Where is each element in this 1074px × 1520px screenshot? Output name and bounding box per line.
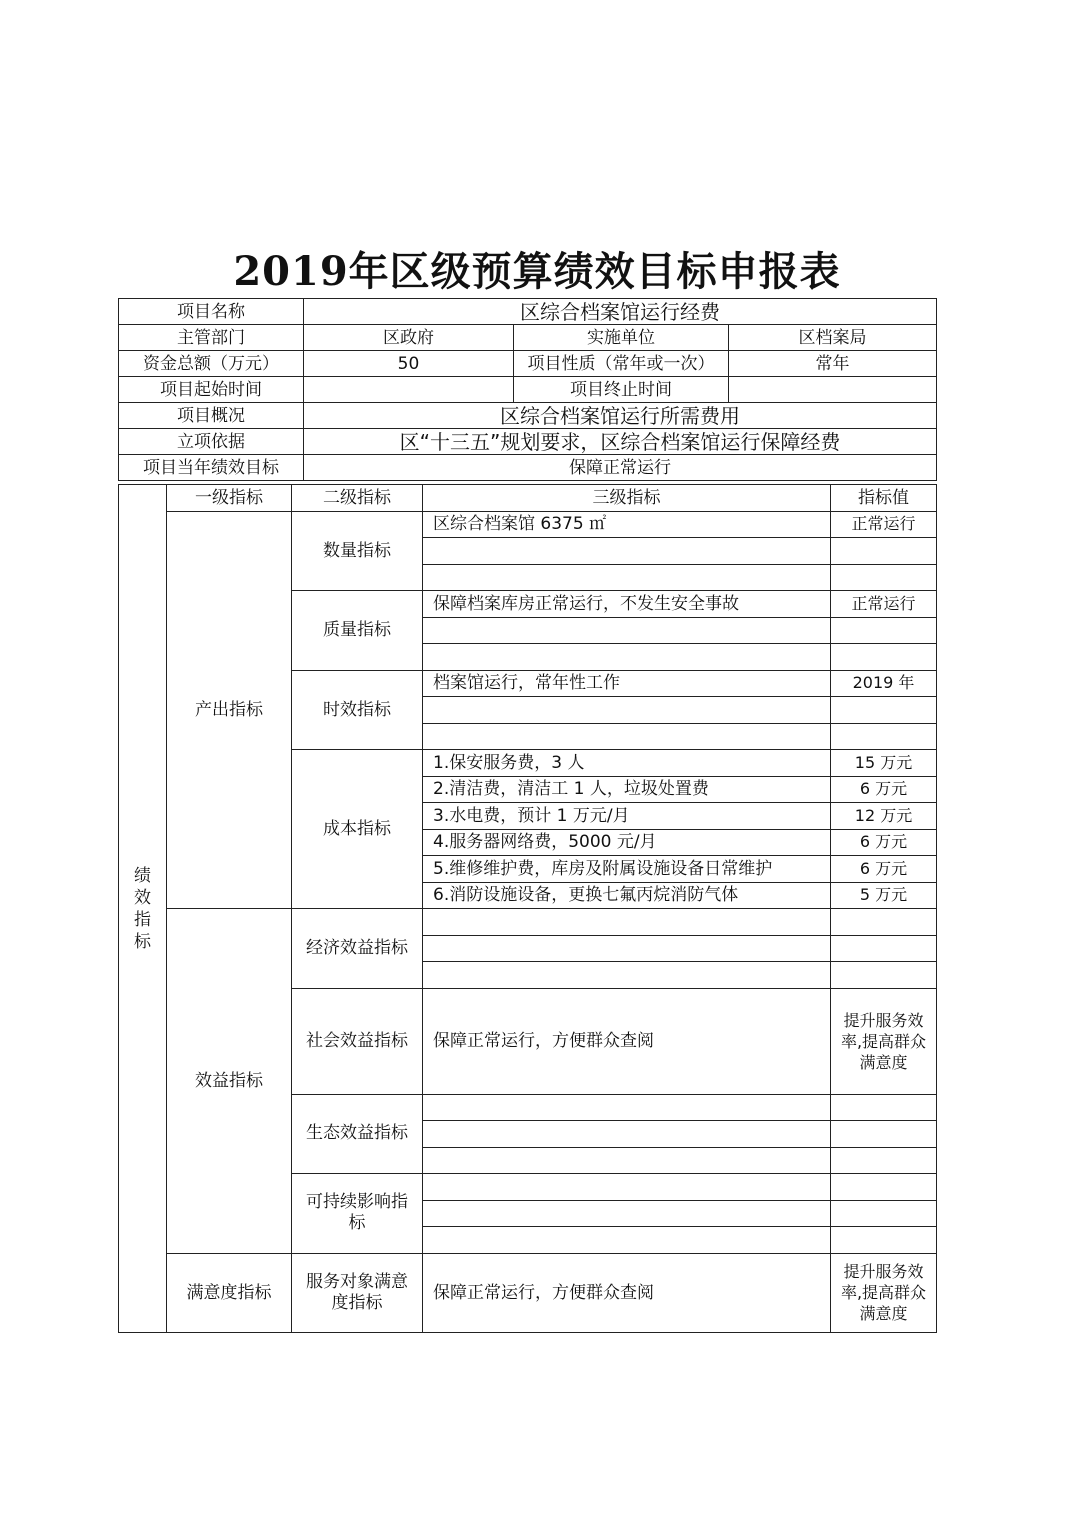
- nature-label: 项目性质（常年或一次）: [514, 351, 729, 377]
- indicator-item: [423, 1227, 831, 1254]
- indicator-item: 3.水电费，预计 1 万元/月: [423, 803, 831, 830]
- indicator-value: [831, 935, 937, 962]
- indicator-value: 正常运行: [831, 591, 937, 618]
- indicator-item: [423, 962, 831, 989]
- column-header: 二级指标: [292, 485, 423, 512]
- indicator-value: 2019 年: [831, 670, 937, 697]
- indicator-value: [831, 1147, 937, 1174]
- indicator-value: [831, 1094, 937, 1121]
- indicator-item: [423, 1174, 831, 1201]
- indicator-item: 区综合档案馆 6375 ㎡: [423, 511, 831, 538]
- indicator-item: 保障档案库房正常运行，不发生安全事故: [423, 591, 831, 618]
- indicator-item: [423, 935, 831, 962]
- indicator-item: [423, 697, 831, 724]
- indicator-value: [831, 962, 937, 989]
- goal-value: 保障正常运行: [304, 455, 937, 481]
- indicator-value: 5 万元: [831, 882, 937, 909]
- indicator-item: [423, 538, 831, 565]
- table-row: [119, 403, 937, 429]
- basis-label: 立项依据: [119, 429, 304, 455]
- fund-value: 50: [304, 351, 514, 377]
- indicator-value: 6 万元: [831, 776, 937, 803]
- service-value: 提升服务效率,提高群众满意度: [831, 1253, 937, 1333]
- social-label: 社会效益指标: [292, 988, 423, 1094]
- performance-table: [118, 484, 937, 1333]
- satisfaction-label: 满意度指标: [167, 1253, 292, 1333]
- indicator-item: [423, 1094, 831, 1121]
- nature-value: 常年: [729, 351, 937, 377]
- table-header-row: [119, 485, 937, 512]
- indicator-item: [423, 1121, 831, 1148]
- quality-label: 质量指标: [292, 591, 423, 671]
- overview-value: 区综合档案馆运行所需费用: [304, 403, 937, 429]
- goal-label: 项目当年绩效目标: [119, 455, 304, 481]
- ecological-label: 生态效益指标: [292, 1094, 423, 1174]
- indicator-value: [831, 697, 937, 724]
- fund-label: 资金总额（万元）: [119, 351, 304, 377]
- start-value: [304, 377, 514, 403]
- unit-label: 实施单位: [514, 325, 729, 351]
- indicator-item: 档案馆运行，常年性工作: [423, 670, 831, 697]
- indicator-item: 4.服务器网络费，5000 元/月: [423, 829, 831, 856]
- indicator-value: 6 万元: [831, 829, 937, 856]
- indicator-value: [831, 723, 937, 750]
- basis-value: 区“十三五”规划要求，区综合档案馆运行保障经费: [304, 429, 937, 455]
- timeliness-label: 时效指标: [292, 670, 423, 750]
- indicator-item: [423, 1200, 831, 1227]
- indicator-item: 6.消防设施设备，更换七氟丙烷消防气体: [423, 882, 831, 909]
- indicator-item: [423, 644, 831, 671]
- indicator-value: [831, 564, 937, 591]
- project-name-value: 区综合档案馆运行经费: [304, 299, 937, 325]
- indicator-value: [831, 1200, 937, 1227]
- indicator-value: [831, 1121, 937, 1148]
- table-row: [119, 909, 937, 936]
- indicator-value: [831, 1227, 937, 1254]
- indicator-value: [831, 909, 937, 936]
- table-row: [119, 455, 937, 481]
- indicator-value: 15 万元: [831, 750, 937, 777]
- dept-label: 主管部门: [119, 325, 304, 351]
- indicator-value: [831, 1174, 937, 1201]
- indicator-value: [831, 617, 937, 644]
- social-value: 提升服务效率,提高群众满意度: [831, 988, 937, 1094]
- page-title: 2019年区级预算绩效目标申报表: [233, 248, 841, 295]
- indicator-value: 正常运行: [831, 511, 937, 538]
- dept-value: 区政府: [304, 325, 514, 351]
- indicator-value: 12 万元: [831, 803, 937, 830]
- sustainable-label: 可持续影响指标: [292, 1174, 423, 1254]
- indicator-value: [831, 538, 937, 565]
- project-name-label: 项目名称: [119, 299, 304, 325]
- indicator-item: [423, 909, 831, 936]
- unit-value: 区档案局: [729, 325, 937, 351]
- indicator-item: 2.清洁费，清洁工 1 人，垃圾处置费: [423, 776, 831, 803]
- side-label: 绩效指标: [119, 485, 167, 1333]
- table-row: [119, 299, 937, 325]
- indicator-item: 1.保安服务费，3 人: [423, 750, 831, 777]
- economic-label: 经济效益指标: [292, 909, 423, 989]
- end-value: [729, 377, 937, 403]
- indicator-item: [423, 723, 831, 750]
- indicator-item: [423, 617, 831, 644]
- indicator-item: 5.维修维护费，库房及附属设施设备日常维护: [423, 856, 831, 883]
- social-item: 保障正常运行，方便群众查阅: [423, 988, 831, 1094]
- indicator-item: [423, 1147, 831, 1174]
- start-label: 项目起始时间: [119, 377, 304, 403]
- project-info-table: [118, 298, 937, 481]
- service-item: 保障正常运行，方便群众查阅: [423, 1253, 831, 1333]
- table-row: [119, 429, 937, 455]
- table-row: [119, 351, 937, 377]
- table-row: [119, 1253, 937, 1280]
- overview-label: 项目概况: [119, 403, 304, 429]
- table-row: [119, 325, 937, 351]
- end-label: 项目终止时间: [514, 377, 729, 403]
- indicator-value: [831, 644, 937, 671]
- column-header: 三级指标: [423, 485, 831, 512]
- benefit-label: 效益指标: [167, 909, 292, 1254]
- table-row: [119, 511, 937, 538]
- indicator-value: 6 万元: [831, 856, 937, 883]
- column-header: 指标值: [831, 485, 937, 512]
- service-label: 服务对象满意度指标: [292, 1253, 423, 1333]
- quantity-label: 数量指标: [292, 511, 423, 591]
- table-row: [119, 377, 937, 403]
- output-label: 产出指标: [167, 511, 292, 909]
- column-header: 一级指标: [167, 485, 292, 512]
- indicator-item: [423, 564, 831, 591]
- cost-label: 成本指标: [292, 750, 423, 909]
